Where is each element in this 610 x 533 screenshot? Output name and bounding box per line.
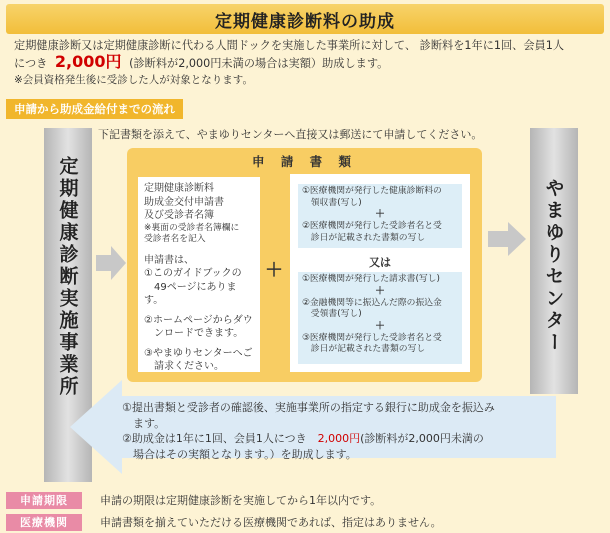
medical-institution-badge: 医療機関 (6, 514, 82, 531)
plus-sign: ＋ (375, 285, 385, 297)
intro-text (14, 38, 602, 88)
instruction-text: 下記書類を添えて、やまゆりセンターへ直接又は郵送にて申請してください。 (98, 128, 483, 141)
doc-item: 領収書(写し) (302, 197, 362, 208)
form-line: 定期健康診断料 (144, 183, 214, 194)
payment-line (122, 431, 530, 447)
form-line: 助成金交付申請書 (144, 196, 224, 208)
receipt-group-1 (298, 184, 462, 248)
right-org-column (530, 128, 578, 394)
amount-highlight: 2,000円 (54, 52, 122, 71)
form-availability: ③やまゆりセンターへご (144, 347, 253, 359)
intro-line-1: 定期健康診断又は定期健康診断に代わる人間ドックを実施した事業所に対して、 診断料を1年に1回、会員1人 (14, 39, 565, 52)
doc-item: ②医療機関が発行した受診者名と受 (302, 221, 442, 231)
application-docs-title: 申 請 書 類 (251, 154, 358, 169)
plus-sign: ＋ (375, 320, 385, 332)
doc-item: 診日が記載された書類の写し (302, 232, 426, 243)
form-note: 受診者名を記入 (144, 234, 206, 244)
form-line: 及び受診者名簿 (144, 210, 214, 221)
intro-line-2-pre: につき (14, 57, 48, 70)
intro-line-2-post: (診断料が2,000円未満の場合は実額）助成します。 (129, 57, 389, 70)
payment-text: ②助成金は1年に1回、会員1人につき (122, 432, 318, 445)
payment-info (122, 400, 530, 462)
payment-line: 場合はその実額となります。）を助成します。 (122, 447, 357, 461)
left-org-label: 定期健康診断実施事業所 (56, 156, 79, 398)
arrow-right-icon (96, 246, 126, 280)
receipt-docs-box (290, 174, 470, 372)
intro-line-2 (14, 54, 602, 72)
payment-text: (診断料が2,000円未満の (360, 432, 484, 445)
doc-item: 診日が記載された書類の写し (302, 344, 426, 354)
form-availability: ①このガイドブックの (144, 268, 242, 279)
form-availability: 49ページにあります。 (144, 281, 237, 306)
receipt-group-2 (298, 272, 462, 364)
doc-item: ①医療機関が発行した請求書(写し) (302, 274, 440, 284)
page-title: 定期健康診断料の助成 (6, 4, 604, 34)
form-availability: ②ホームページからダウ (144, 314, 253, 326)
form-availability: ンロードできます。 (144, 328, 244, 339)
doc-item: ②金融機関等に振込んだ際の振込金 (302, 297, 442, 308)
arrow-right-icon (488, 222, 526, 256)
doc-item: ①医療機関が発行した健康診断料の (302, 186, 442, 196)
flow-section-label: 申請から助成金給付までの流れ (6, 99, 183, 119)
doc-item: 受領書(写し) (302, 309, 362, 319)
plus-sign: ＋ (265, 260, 283, 281)
deadline-badge: 申請期限 (6, 492, 82, 509)
medical-institution-text: 申請書類を揃えていただける医療機関であれば、指定はありません。 (100, 516, 442, 529)
deadline-text: 申請の期限は定期健康診断を実施してから1年以内です。 (100, 494, 382, 507)
intro-note: ※会員資格発生後に受診した人が対象となります。 (14, 74, 253, 86)
form-note: ※裏面の受診者名簿欄に (144, 222, 240, 233)
amount-highlight: 2,000円 (317, 432, 361, 445)
payment-line: ①提出書類と受診者の確認後、実施事業所の指定する銀行に助成金を振込み (122, 401, 495, 414)
or-label: 又は (369, 256, 391, 269)
form-availability: 請求ください。 (144, 361, 224, 372)
doc-item: ③医療機関が発行した受診者名と受 (302, 332, 442, 343)
plus-sign: ＋ (375, 209, 385, 220)
form-availability: 申請書は、 (144, 254, 194, 266)
right-org-label: やまゆりセンター (542, 178, 565, 354)
payment-line: ます。 (122, 416, 166, 430)
application-form-box (138, 177, 260, 372)
